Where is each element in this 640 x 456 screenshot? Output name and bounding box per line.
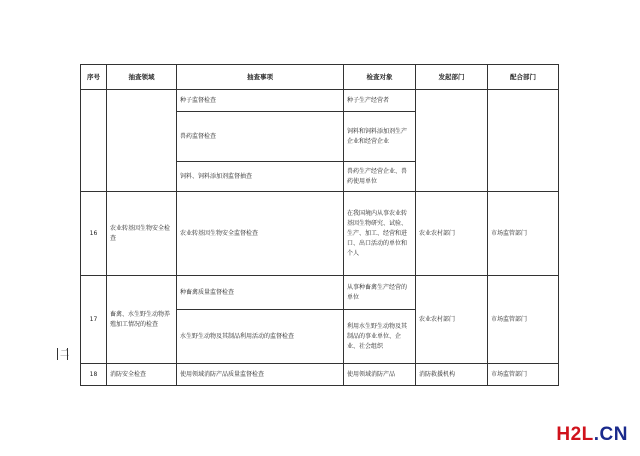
watermark-logo	[556, 424, 628, 446]
header-partner: 配合部门	[488, 65, 559, 90]
watermark-part1: H2L	[556, 424, 594, 445]
cell-domain	[107, 90, 177, 192]
cell-partner: 市场监管部门	[488, 276, 559, 364]
cell-item: 兽药监督检查	[177, 112, 344, 162]
cell-no: 16	[81, 192, 107, 276]
cell-domain: 消防安全检查	[107, 364, 177, 386]
table-row	[81, 192, 559, 276]
cell-target: 饲料和饲料添加剂生产企业和经营企业	[344, 112, 416, 162]
page-number-text: 二	[58, 348, 68, 357]
table-row	[81, 276, 559, 310]
header-item: 抽查事项	[177, 65, 344, 90]
cell-item: 种畜禽质量监督检查	[177, 276, 344, 310]
cell-target: 利用水生野生动物及其制品的事业单位、企业、社会组织	[344, 310, 416, 364]
inspection-table	[80, 64, 559, 386]
cell-item: 农业转基因生物安全监督检查	[177, 192, 344, 276]
cell-initiator: 消防救援机构	[416, 364, 488, 386]
page-number	[57, 348, 68, 360]
cell-initiator	[416, 90, 488, 192]
table-header-row	[81, 65, 559, 90]
cell-domain: 畜禽、水生野生动物养殖加工情况的检查	[107, 276, 177, 364]
header-no: 序号	[81, 65, 107, 90]
cell-item: 饲料、饲料添加剂监督抽查	[177, 162, 344, 192]
header-initiator: 发起部门	[416, 65, 488, 90]
cell-no: 17	[81, 276, 107, 364]
cell-initiator: 农业农村部门	[416, 276, 488, 364]
cell-partner: 市场监管部门	[488, 192, 559, 276]
cell-domain: 农业转基因生物安全检查	[107, 192, 177, 276]
table-row	[81, 364, 559, 386]
cell-no	[81, 90, 107, 192]
header-target: 检查对象	[344, 65, 416, 90]
cell-initiator: 农业农村部门	[416, 192, 488, 276]
cell-item: 种子监督检查	[177, 90, 344, 112]
cell-item: 使用领域消防产品质量监督检查	[177, 364, 344, 386]
cell-target: 在我国境内从事农业转基因生物研究、试验、生产、加工、经营和进口、出口活动的单位和个人	[344, 192, 416, 276]
cell-target: 兽药生产经营企业、兽药使用单位	[344, 162, 416, 192]
cell-item: 水生野生动物及其制品利用活动的监督检查	[177, 310, 344, 364]
table-row	[81, 90, 559, 112]
watermark-part2: .CN	[593, 424, 628, 445]
cell-partner: 市场监管部门	[488, 364, 559, 386]
cell-target: 种子生产经营者	[344, 90, 416, 112]
header-domain: 抽查领域	[107, 65, 177, 90]
cell-no: 18	[81, 364, 107, 386]
cell-target: 从事种畜禽生产经营的单位	[344, 276, 416, 310]
cell-target: 使用领域消防产品	[344, 364, 416, 386]
cell-partner	[488, 90, 559, 192]
